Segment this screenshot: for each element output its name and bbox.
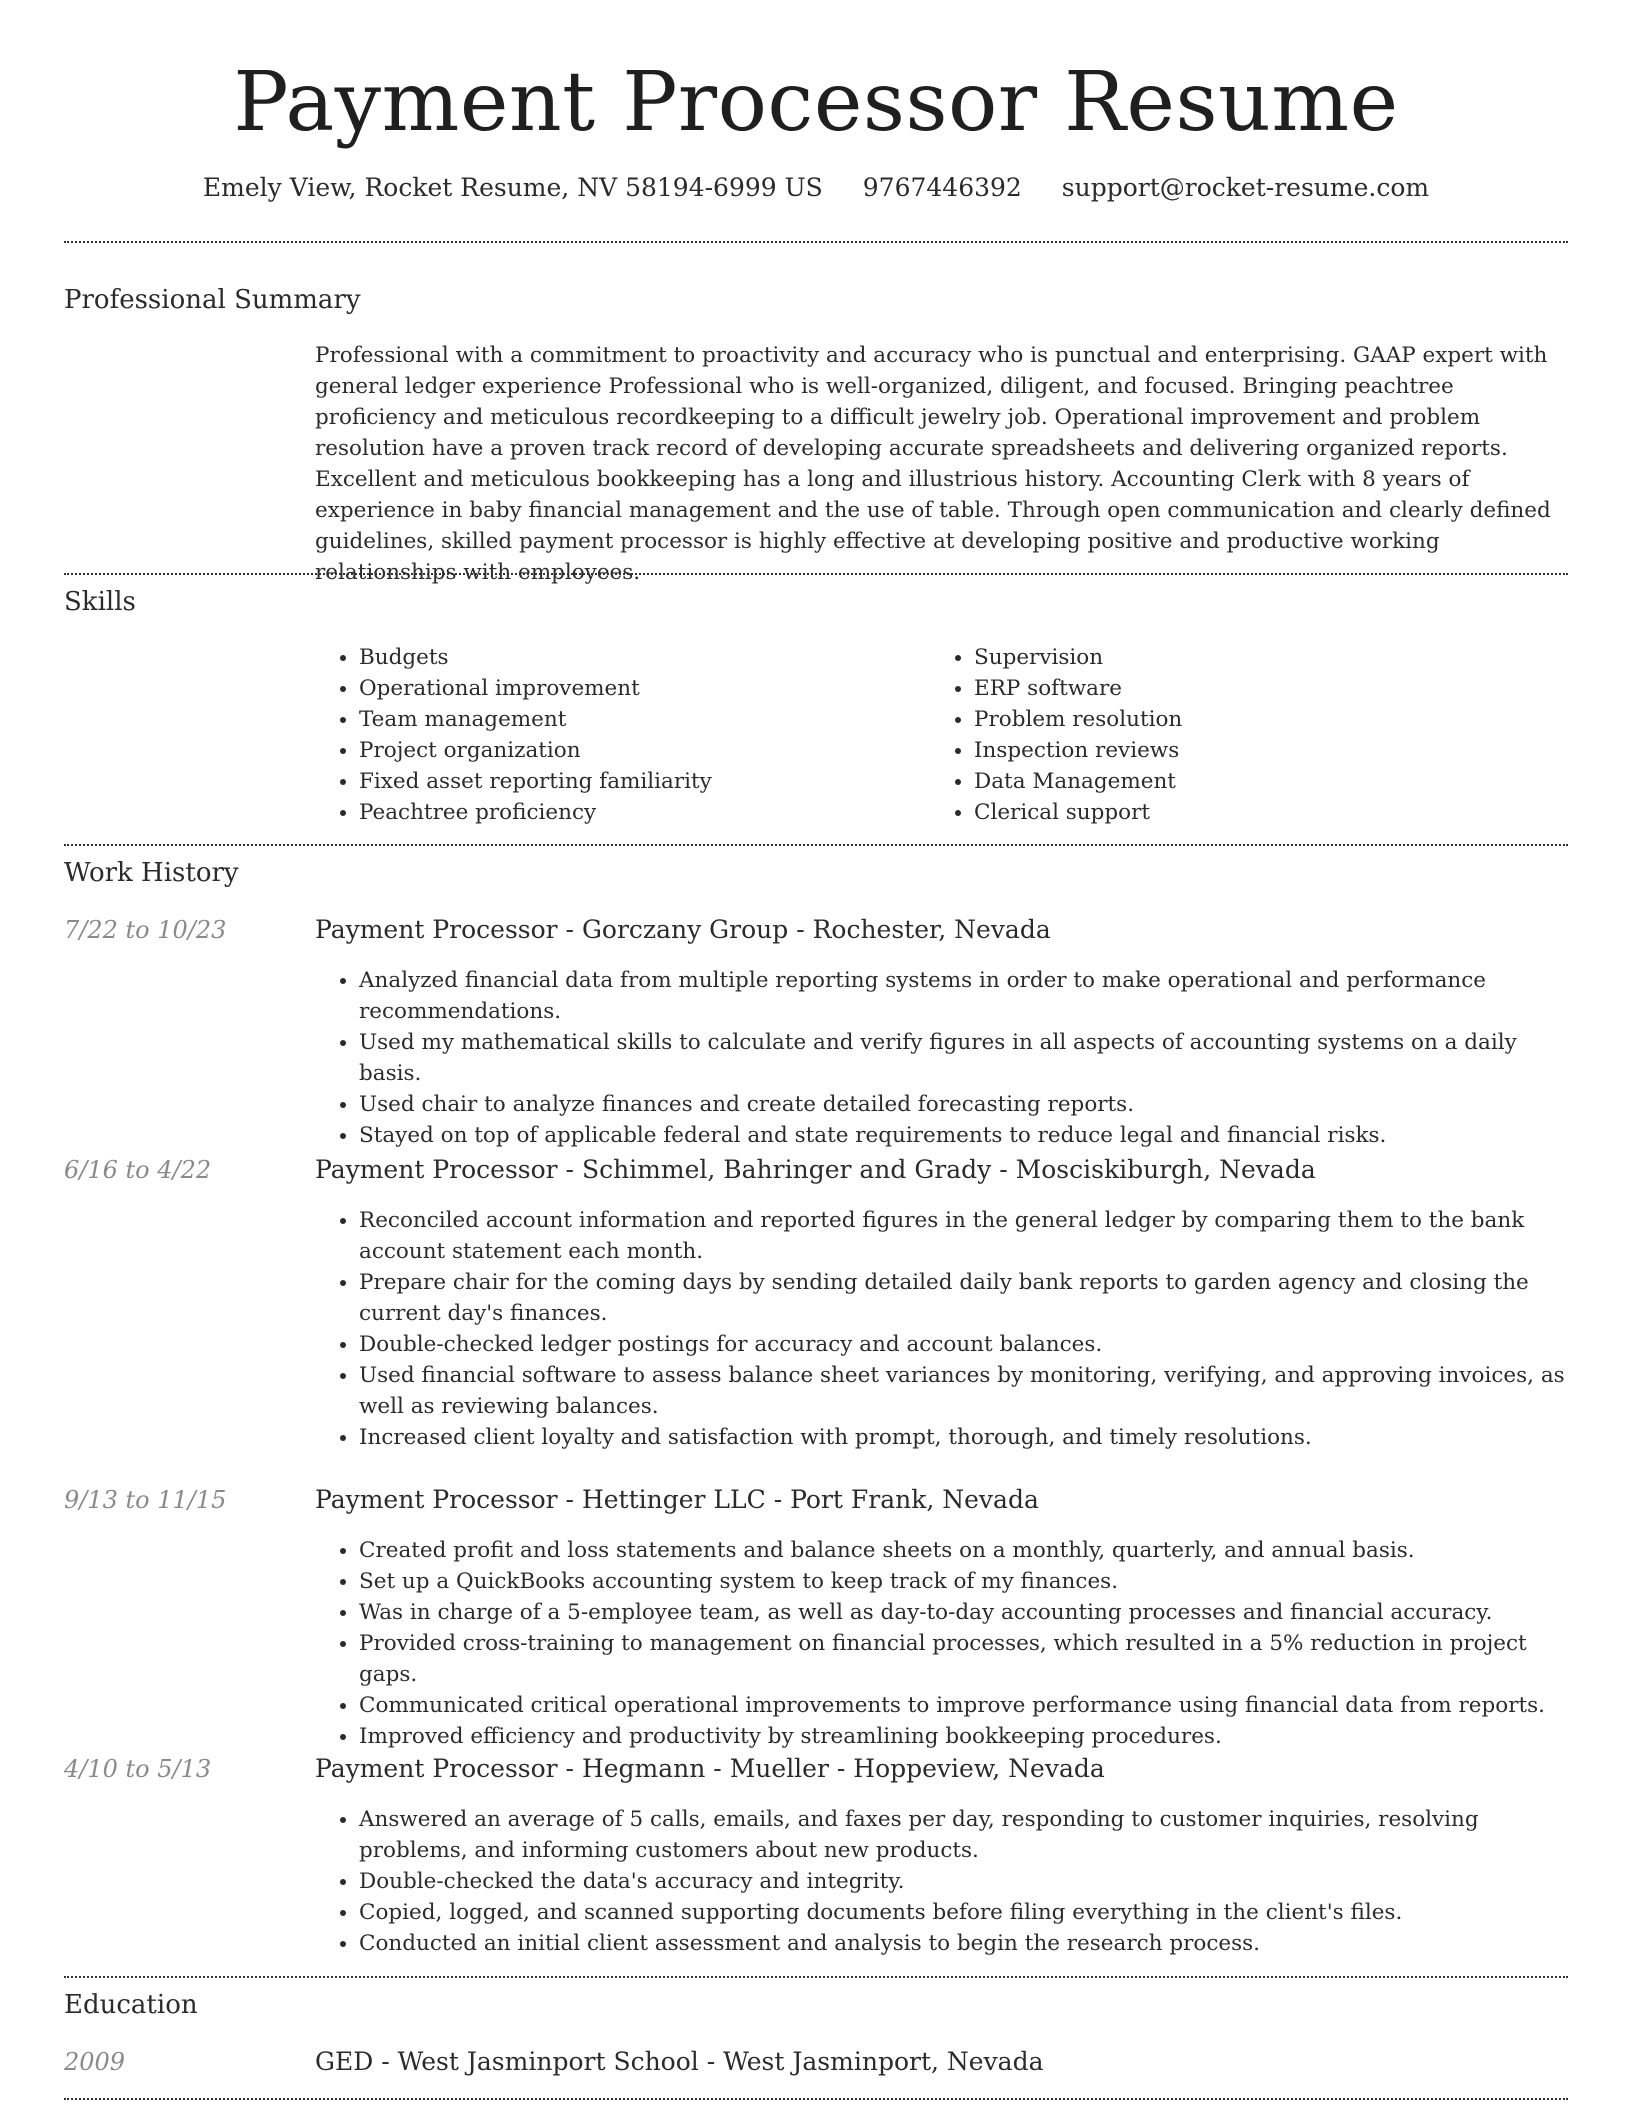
job-title: Payment Processor - Hettinger LLC - Port Frank, Nevada [315, 1485, 1039, 1514]
skill-item: • Team management [359, 704, 915, 735]
skill-item: • ERP software [974, 673, 1550, 704]
skill-item: • Operational improvement [359, 673, 915, 704]
job-bullet: • Analyzed financial data from multiple reporting systems in order to make operational and performance recommendations. [359, 965, 1565, 1027]
job-bullet: • Answered an average of 5 calls, emails, and faxes per day, responding to customer inquiries, resolving problems, and informing customers about new products. [359, 1804, 1565, 1866]
section-heading-summary: Professional Summary [64, 285, 361, 315]
education-year: 2009 [64, 2048, 126, 2076]
resume-title: Payment Processor Resume [233, 55, 1399, 150]
contact-address: Emely View, Rocket Resume, NV 58194-6999 US [202, 173, 823, 202]
job-bullet: • Created profit and loss statements and balance sheets on a monthly, quarterly, and annual basis. [359, 1535, 1565, 1566]
divider [64, 844, 1568, 846]
job-dates: 9/13 to 11/15 [64, 1486, 227, 1514]
skill-item: • Inspection reviews [974, 735, 1550, 766]
job-bullet: • Double-checked the data's accuracy and integrity. [359, 1866, 1565, 1897]
skill-item: • Clerical support [974, 797, 1550, 828]
job-bullet: • Improved efficiency and productivity by streamlining bookkeeping procedures. [359, 1721, 1565, 1752]
section-heading-education: Education [64, 1990, 198, 2020]
job-bullets [315, 1535, 1565, 1752]
job-bullet: • Double-checked ledger postings for accuracy and account balances. [359, 1329, 1565, 1360]
job-title: Payment Processor - Gorczany Group - Rochester, Nevada [315, 915, 1051, 944]
divider [64, 573, 1568, 575]
skills-list-right [930, 642, 1550, 828]
job-bullet: • Copied, logged, and scanned supporting documents before filing everything in the client's files. [359, 1897, 1565, 1928]
summary-text: Professional with a commitment to proactivity and accuracy who is punctual and enterprising. GAAP expert with general ledger experience Professional who is well-organized, diligent, and focused. Bringing peachtree proficiency and meticulous recordkeeping to a difficult jewelry job. Operational improvement and problem resolution have a proven track record of developing accurate spreadsheets and delivering organized reports. Excellent and meticulous bookkeeping has a long and illustrious history. Accounting Clerk with 8 years of experience in baby financial management and the use of table. Through open communication and clearly defined guidelines, skilled payment processor is highly effective at developing positive and productive working relationships with employees. [315, 343, 1551, 585]
skill-item: • Budgets [359, 642, 915, 673]
job-bullet: • Prepare chair for the coming days by sending detailed daily bank reports to garden agency and closing the current day's finances. [359, 1267, 1565, 1329]
job-bullet: • Communicated critical operational improvements to improve performance using financial data from reports. [359, 1690, 1565, 1721]
section-heading-skills: Skills [64, 587, 136, 617]
section-heading-work: Work History [64, 858, 239, 888]
job-title: Payment Processor - Schimmel, Bahringer and Grady - Mosciskiburgh, Nevada [315, 1155, 1316, 1184]
job-dates: 4/10 to 5/13 [64, 1755, 212, 1783]
job-bullets [315, 1205, 1565, 1453]
job-bullet: • Was in charge of a 5-employee team, as well as day-to-day accounting processes and financial accuracy. [359, 1597, 1565, 1628]
divider [64, 1976, 1568, 1978]
skills-list-left [315, 642, 915, 828]
job-title: Payment Processor - Hegmann - Mueller - Hoppeview, Nevada [315, 1754, 1105, 1783]
job-bullet: • Reconciled account information and reported figures in the general ledger by comparing them to the bank account statement each month. [359, 1205, 1565, 1267]
contact-phone: 9767446392 [862, 173, 1022, 202]
job-bullet: • Used chair to analyze finances and create detailed forecasting reports. [359, 1089, 1565, 1120]
skill-item: • Supervision [974, 642, 1550, 673]
job-bullet: • Increased client loyalty and satisfaction with prompt, thorough, and timely resolutions. [359, 1422, 1565, 1453]
contact-line [0, 170, 1632, 206]
job-bullet: • Provided cross-training to management on financial processes, which resulted in a 5% reduction in project gaps. [359, 1628, 1565, 1690]
job-bullet: • Used my mathematical skills to calculate and verify figures in all aspects of accounting systems on a daily basis. [359, 1027, 1565, 1089]
job-bullet: • Stayed on top of applicable federal and state requirements to reduce legal and financial risks. [359, 1120, 1565, 1151]
job-bullet: • Conducted an initial client assessment and analysis to begin the research process. [359, 1928, 1565, 1959]
job-bullet: • Set up a QuickBooks accounting system to keep track of my finances. [359, 1566, 1565, 1597]
skill-item: • Problem resolution [974, 704, 1550, 735]
skill-item: • Peachtree proficiency [359, 797, 915, 828]
job-bullets [315, 1804, 1565, 1959]
divider [64, 241, 1568, 243]
job-bullet: • Used financial software to assess balance sheet variances by monitoring, verifying, and approving invoices, as well as reviewing balances. [359, 1360, 1565, 1422]
job-dates: 6/16 to 4/22 [64, 1156, 212, 1184]
job-bullets [315, 965, 1565, 1151]
job-dates: 7/22 to 10/23 [64, 916, 227, 944]
divider [64, 2098, 1568, 2100]
skill-item: • Data Management [974, 766, 1550, 797]
skill-item: • Fixed asset reporting familiarity [359, 766, 915, 797]
education-entry: GED - West Jasminport School - West Jasminport, Nevada [315, 2047, 1044, 2076]
skill-item: • Project organization [359, 735, 915, 766]
contact-email: support@rocket-resume.com [1061, 173, 1430, 202]
